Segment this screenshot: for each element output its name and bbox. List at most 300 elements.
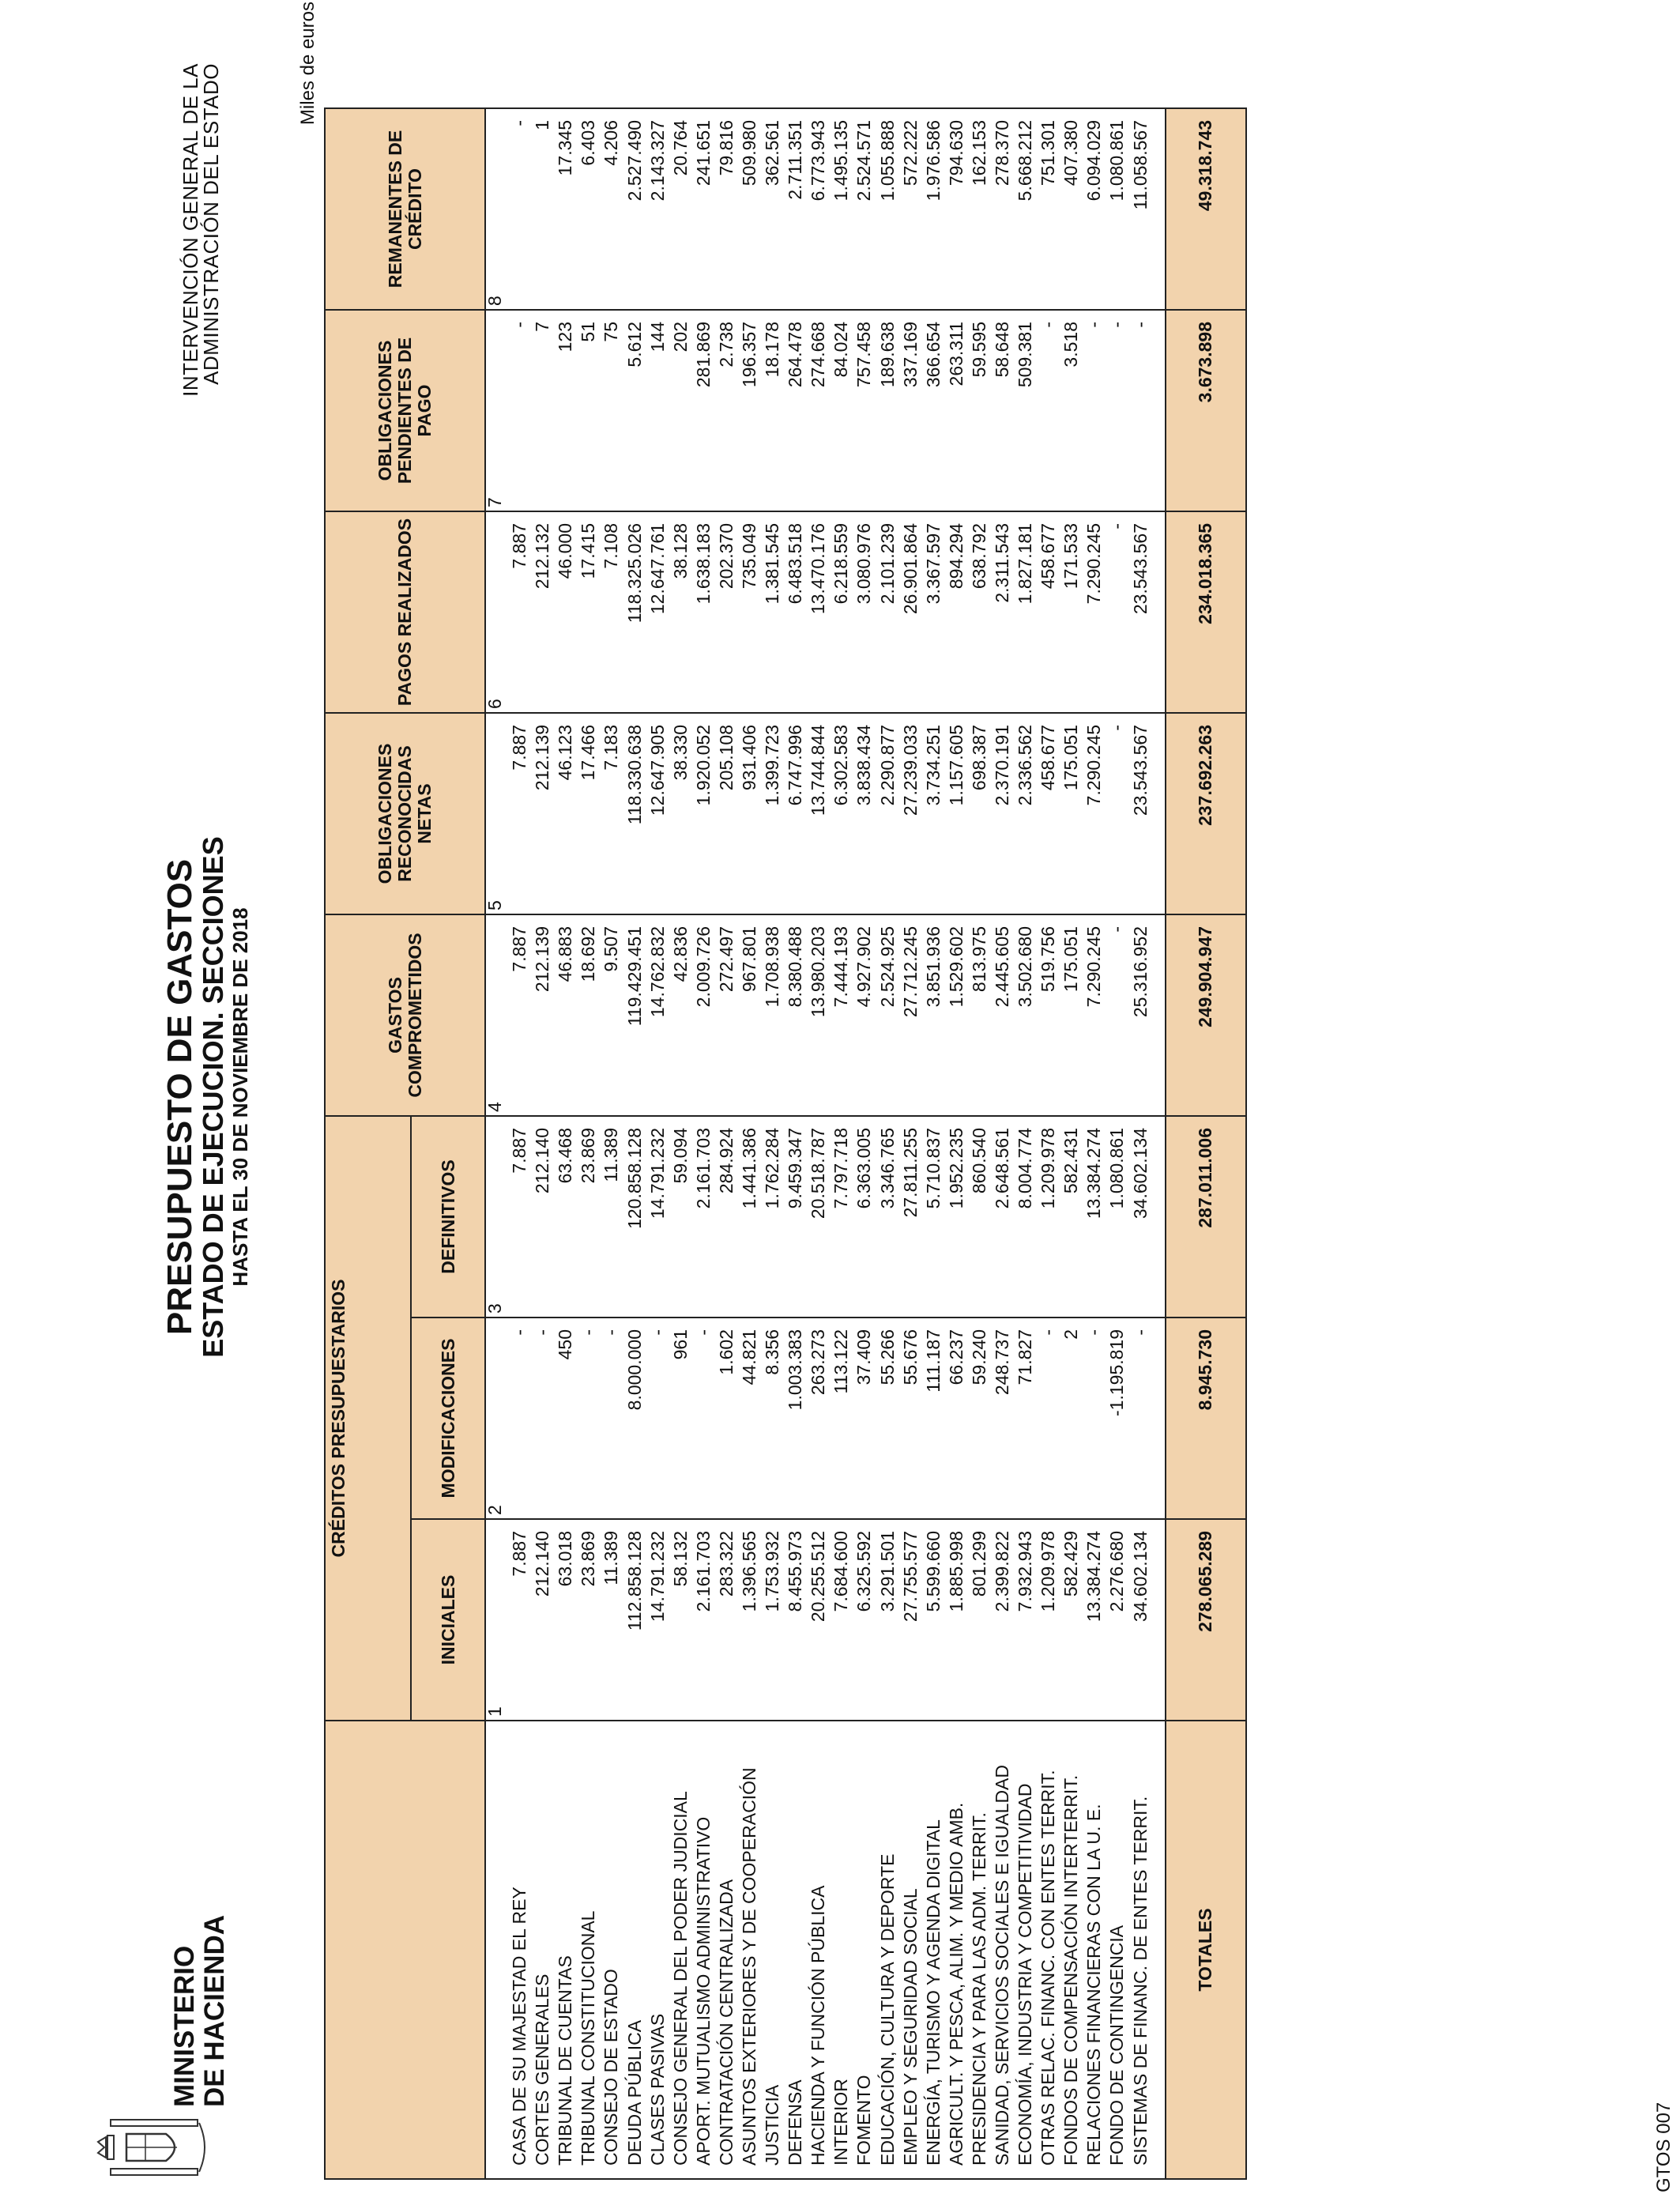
report-title: PRESUPUESTO DE GASTOS <box>160 858 199 1336</box>
value-cell: 12.647.761 <box>646 511 669 713</box>
total-cell: 249.904.947 <box>1166 914 1246 1116</box>
col-header-2: MODIFICACIONES <box>411 1318 485 1519</box>
value-cell: 509.980 <box>738 108 761 310</box>
value-cell: 794.630 <box>945 108 968 310</box>
value-cell: 120.858.128 <box>623 1116 646 1318</box>
spacer-cell <box>1152 914 1166 1116</box>
value-cell: 4.927.902 <box>853 914 876 1116</box>
section-name-cell: JUSTICIA <box>761 1721 784 2179</box>
section-name-cell: FONDOS DE COMPENSACIÓN INTERTERRIT. <box>1060 1721 1083 2179</box>
value-cell: 79.816 <box>715 108 738 310</box>
value-cell: 55.676 <box>899 1318 922 1519</box>
table-row <box>600 108 623 2179</box>
totals-label: TOTALES <box>1166 1721 1246 2179</box>
value-cell: - <box>1106 511 1128 713</box>
value-cell: 63.018 <box>554 1519 577 1721</box>
spacer-cell <box>1152 310 1166 511</box>
table-row <box>508 108 531 2179</box>
value-cell: 1.396.565 <box>738 1519 761 1721</box>
section-name-cell: CASA DE SU MAJESTAD EL REY <box>508 1721 531 2179</box>
value-cell: 7.887 <box>508 511 531 713</box>
value-cell: 2.445.605 <box>991 914 1014 1116</box>
total-cell: 49.318.743 <box>1166 108 1246 310</box>
value-cell: - <box>1106 310 1128 511</box>
value-cell: 8.004.774 <box>1014 1116 1037 1318</box>
value-cell: 55.266 <box>876 1318 899 1519</box>
value-cell: 2.311.543 <box>991 511 1014 713</box>
value-cell: 458.677 <box>1037 713 1060 914</box>
value-cell: 1.708.938 <box>761 914 784 1116</box>
value-cell: - <box>692 1318 715 1519</box>
ministry-line2: DE HACIENDA <box>199 1914 230 2107</box>
value-cell: 7.887 <box>508 1116 531 1318</box>
value-cell: 37.409 <box>853 1318 876 1519</box>
value-cell: - <box>1106 713 1128 914</box>
value-cell: 7 <box>531 310 554 511</box>
table-row <box>577 108 600 2179</box>
value-cell: 362.561 <box>761 108 784 310</box>
units-label: Miles de euros <box>297 2 318 126</box>
value-cell: 44.821 <box>738 1318 761 1519</box>
budget-execution-table <box>324 107 1247 2180</box>
value-cell: 14.762.832 <box>646 914 669 1116</box>
table-row <box>1060 108 1083 2179</box>
value-cell: 7.684.600 <box>830 1519 853 1721</box>
value-cell: 1.920.052 <box>692 713 715 914</box>
spacer-cell <box>1152 1721 1166 2179</box>
section-name-cell: RELACIONES FINANCIERAS CON LA U. E. <box>1083 1721 1106 2179</box>
value-cell: 3.518 <box>1060 310 1083 511</box>
value-cell: 8.356 <box>761 1318 784 1519</box>
report-date: HASTA EL 30 DE NOVIEMBRE DE 2018 <box>228 907 252 1287</box>
value-cell: 23.869 <box>577 1116 600 1318</box>
table-row <box>1037 108 1060 2179</box>
value-cell: 13.980.203 <box>807 914 830 1116</box>
value-cell: 7.887 <box>508 1519 531 1721</box>
value-cell: 1.638.183 <box>692 511 715 713</box>
value-cell: 5.710.837 <box>922 1116 945 1318</box>
table-row <box>738 108 761 2179</box>
spacer-cell <box>1152 1318 1166 1519</box>
table-row <box>1106 108 1128 2179</box>
value-cell: 458.677 <box>1037 511 1060 713</box>
value-cell: 1.762.284 <box>761 1116 784 1318</box>
value-cell: 212.139 <box>531 914 554 1116</box>
value-cell: 2.648.561 <box>991 1116 1014 1318</box>
section-name-cell: AGRICULT. Y PESCA, ALIM. Y MEDIO AMB. <box>945 1721 968 2179</box>
section-name-cell: CONSEJO DE ESTADO <box>600 1721 623 2179</box>
value-cell: 1.055.888 <box>876 108 899 310</box>
value-cell: 175.051 <box>1060 914 1083 1116</box>
value-cell: 8.380.488 <box>784 914 807 1116</box>
value-cell: 46.123 <box>554 713 577 914</box>
table-row <box>830 108 853 2179</box>
value-cell: 7.183 <box>600 713 623 914</box>
value-cell: 11.058.567 <box>1129 108 1152 310</box>
value-cell: 2.009.726 <box>692 914 715 1116</box>
value-cell: 1.602 <box>715 1318 738 1519</box>
value-cell: 2 <box>1060 1318 1083 1519</box>
table-row <box>968 108 991 2179</box>
table-row <box>692 108 715 2179</box>
value-cell: 7.290.245 <box>1083 713 1106 914</box>
value-cell: 27.712.245 <box>899 914 922 1116</box>
value-cell: 1.885.998 <box>945 1519 968 1721</box>
value-cell: 263.273 <box>807 1318 830 1519</box>
value-cell: 27.239.033 <box>899 713 922 914</box>
total-cell: 287.011.006 <box>1166 1116 1246 1318</box>
value-cell: 13.744.844 <box>807 713 830 914</box>
value-cell: 1.441.386 <box>738 1116 761 1318</box>
table-body <box>485 108 1166 2179</box>
value-cell: 13.384.274 <box>1083 1519 1106 1721</box>
value-cell: 46.883 <box>554 914 577 1116</box>
value-cell: 175.051 <box>1060 713 1083 914</box>
total-cell: 237.692.263 <box>1166 713 1246 914</box>
section-name-cell: PRESIDENCIA Y PARA LAS ADM. TERRIT. <box>968 1721 991 2179</box>
column-number: 3 <box>485 1116 508 1318</box>
total-cell: 234.018.365 <box>1166 511 1246 713</box>
value-cell: 38.330 <box>669 713 692 914</box>
column-number-blank <box>485 1721 508 2179</box>
value-cell: 4.206 <box>600 108 623 310</box>
value-cell: 582.431 <box>1060 1116 1083 1318</box>
value-cell: 801.299 <box>968 1519 991 1721</box>
section-name-cell: CONSEJO GENERAL DEL PODER JUDICIAL <box>669 1721 692 2179</box>
table-row <box>646 108 669 2179</box>
spacer-cell <box>1152 713 1166 914</box>
value-cell: 162.153 <box>968 108 991 310</box>
value-cell: 118.325.026 <box>623 511 646 713</box>
ministry-line1: MINISTERIO <box>169 1945 200 2107</box>
section-name-cell: SANIDAD, SERVICIOS SOCIALES E IGUALDAD <box>991 1721 1014 2179</box>
value-cell: - <box>1129 1318 1152 1519</box>
value-cell: 34.602.134 <box>1129 1116 1152 1318</box>
value-cell: 3.734.251 <box>922 713 945 914</box>
value-cell: 42.836 <box>669 914 692 1116</box>
value-cell: -1.195.819 <box>1106 1318 1128 1519</box>
value-cell: - <box>508 310 531 511</box>
value-cell: 2.524.571 <box>853 108 876 310</box>
total-cell: 3.673.898 <box>1166 310 1246 511</box>
value-cell: 34.602.134 <box>1129 1519 1152 1721</box>
table-row <box>1083 108 1106 2179</box>
value-cell: 961 <box>669 1318 692 1519</box>
value-cell: 450 <box>554 1318 577 1519</box>
value-cell: 2.336.562 <box>1014 713 1037 914</box>
value-cell: 2.290.877 <box>876 713 899 914</box>
value-cell: 6.218.559 <box>830 511 853 713</box>
value-cell: 75 <box>600 310 623 511</box>
value-cell: 3.080.976 <box>853 511 876 713</box>
value-cell: 519.756 <box>1037 914 1060 1116</box>
totals-row <box>1166 108 1246 2179</box>
column-number: 5 <box>485 713 508 914</box>
spacer-cell <box>1152 1116 1166 1318</box>
table-row <box>715 108 738 2179</box>
table-row <box>945 108 968 2179</box>
value-cell: 5.599.660 <box>922 1519 945 1721</box>
value-cell: 20.764 <box>669 108 692 310</box>
value-cell: 284.924 <box>715 1116 738 1318</box>
value-cell: 3.502.680 <box>1014 914 1037 1116</box>
value-cell: 2.527.490 <box>623 108 646 310</box>
value-cell: 698.387 <box>968 713 991 914</box>
value-cell: 7.290.245 <box>1083 511 1106 713</box>
value-cell: 212.140 <box>531 1116 554 1318</box>
value-cell: 12.647.905 <box>646 713 669 914</box>
spacer-cell <box>1152 1519 1166 1721</box>
section-name-cell: APORT. MUTUALISMO ADMINISTRATIVO <box>692 1721 715 2179</box>
value-cell: 274.668 <box>807 310 830 511</box>
table-spacer-row <box>1152 108 1166 2179</box>
value-cell: 212.140 <box>531 1519 554 1721</box>
value-cell: 59.094 <box>669 1116 692 1318</box>
value-cell: - <box>600 1318 623 1519</box>
value-cell: 59.240 <box>968 1318 991 1519</box>
value-cell: - <box>1083 1318 1106 1519</box>
section-name-cell: CONTRATACIÓN CENTRALIZADA <box>715 1721 738 2179</box>
col-header-6: PAGOS REALIZADOS <box>325 511 485 713</box>
table-row <box>922 108 945 2179</box>
value-cell: 27.811.255 <box>899 1116 922 1318</box>
value-cell: 71.827 <box>1014 1318 1037 1519</box>
value-cell: 13.384.274 <box>1083 1116 1106 1318</box>
section-name-cell: TRIBUNAL DE CUENTAS <box>554 1721 577 2179</box>
value-cell: 144 <box>646 310 669 511</box>
section-name-cell: SISTEMAS DE FINANC. DE ENTES TERRIT. <box>1129 1721 1152 2179</box>
section-name-cell: CORTES GENERALES <box>531 1721 554 2179</box>
value-cell: 23.543.567 <box>1129 713 1152 914</box>
value-cell: 2.161.703 <box>692 1116 715 1318</box>
value-cell: 813.975 <box>968 914 991 1116</box>
value-cell: 38.128 <box>669 511 692 713</box>
value-cell: 3.291.501 <box>876 1519 899 1721</box>
organization-label <box>180 63 221 397</box>
value-cell: 111.187 <box>922 1318 945 1519</box>
total-cell: 278.065.289 <box>1166 1519 1246 1721</box>
value-cell: 894.294 <box>945 511 968 713</box>
value-cell: 337.169 <box>899 310 922 511</box>
value-cell: 1.976.586 <box>922 108 945 310</box>
value-cell: 51 <box>577 310 600 511</box>
value-cell: 9.459.347 <box>784 1116 807 1318</box>
value-cell: 1.209.978 <box>1037 1519 1060 1721</box>
value-cell: 59.595 <box>968 310 991 511</box>
table-row <box>623 108 646 2179</box>
value-cell: 248.737 <box>991 1318 1014 1519</box>
org-line2: ADMINISTRACIÓN DEL ESTADO <box>199 63 223 385</box>
value-cell: 13.470.176 <box>807 511 830 713</box>
col-header-8: REMANENTES DE CRÉDITO <box>325 108 485 310</box>
value-cell: 6.747.996 <box>784 713 807 914</box>
form-code: GTOS 007 <box>1653 2102 1674 2192</box>
value-cell: - <box>508 108 531 310</box>
value-cell: 171.533 <box>1060 511 1083 713</box>
value-cell: - <box>1037 1318 1060 1519</box>
value-cell: 58.132 <box>669 1519 692 1721</box>
value-cell: 84.024 <box>830 310 853 511</box>
value-cell: 7.444.193 <box>830 914 853 1116</box>
value-cell: - <box>1037 310 1060 511</box>
value-cell: 1.827.181 <box>1014 511 1037 713</box>
section-name-cell: EMPLEO Y SEGURIDAD SOCIAL <box>899 1721 922 2179</box>
value-cell: 18.178 <box>761 310 784 511</box>
value-cell: - <box>1129 310 1152 511</box>
section-name-cell: INTERIOR <box>830 1721 853 2179</box>
table-row <box>761 108 784 2179</box>
value-cell: 366.654 <box>922 310 945 511</box>
value-cell: 23.869 <box>577 1519 600 1721</box>
value-cell: 2.161.703 <box>692 1519 715 1721</box>
value-cell: 5.668.212 <box>1014 108 1037 310</box>
value-cell: 1.080.861 <box>1106 108 1128 310</box>
value-cell: 11.389 <box>600 1519 623 1721</box>
value-cell: 8.455.973 <box>784 1519 807 1721</box>
org-line1: INTERVENCIÓN GENERAL DE LA <box>179 63 202 397</box>
value-cell: 14.791.232 <box>646 1519 669 1721</box>
value-cell: 14.791.232 <box>646 1116 669 1318</box>
value-cell: 2.738 <box>715 310 738 511</box>
value-cell: 241.651 <box>692 108 715 310</box>
value-cell: 123 <box>554 310 577 511</box>
section-name-cell: ECONOMÍA, INDUSTRIA Y COMPETITIVIDAD <box>1014 1721 1037 2179</box>
value-cell: 1.753.932 <box>761 1519 784 1721</box>
value-cell: 735.049 <box>738 511 761 713</box>
value-cell: 112.858.128 <box>623 1519 646 1721</box>
value-cell: 7.290.245 <box>1083 914 1106 1116</box>
value-cell: - <box>531 1318 554 1519</box>
value-cell: 1.157.605 <box>945 713 968 914</box>
spacer-cell <box>1152 511 1166 713</box>
table-row <box>853 108 876 2179</box>
table-row <box>807 108 830 2179</box>
value-cell: 11.389 <box>600 1116 623 1318</box>
value-cell: 509.381 <box>1014 310 1037 511</box>
value-cell: 212.139 <box>531 713 554 914</box>
value-cell: 17.345 <box>554 108 577 310</box>
table-row <box>1014 108 1037 2179</box>
table-row <box>1129 108 1152 2179</box>
value-cell: 7.887 <box>508 914 531 1116</box>
section-name-cell: DEFENSA <box>784 1721 807 2179</box>
table-row <box>554 108 577 2179</box>
value-cell: 7.932.943 <box>1014 1519 1037 1721</box>
value-cell: 1.495.135 <box>830 108 853 310</box>
spacer-cell <box>1152 108 1166 310</box>
value-cell: - <box>577 1318 600 1519</box>
section-name-cell: FONDO DE CONTINGENCIA <box>1106 1721 1128 2179</box>
value-cell: 6.325.592 <box>853 1519 876 1721</box>
table-row <box>669 108 692 2179</box>
value-cell: 2.101.239 <box>876 511 899 713</box>
column-number: 1 <box>485 1519 508 1721</box>
section-name-cell: FOMENTO <box>853 1721 876 2179</box>
value-cell: 283.322 <box>715 1519 738 1721</box>
value-cell: 18.692 <box>577 914 600 1116</box>
value-cell: 1.381.545 <box>761 511 784 713</box>
value-cell: 2.711.351 <box>784 108 807 310</box>
value-cell: 205.108 <box>715 713 738 914</box>
value-cell: 2.370.191 <box>991 713 1014 914</box>
value-cell: 860.540 <box>968 1116 991 1318</box>
value-cell: - <box>1106 914 1128 1116</box>
value-cell: 638.792 <box>968 511 991 713</box>
value-cell: 212.132 <box>531 511 554 713</box>
column-number-row <box>485 108 508 2179</box>
value-cell: 264.478 <box>784 310 807 511</box>
col-header-1: INICIALES <box>411 1519 485 1721</box>
column-number: 2 <box>485 1318 508 1519</box>
value-cell: 6.483.518 <box>784 511 807 713</box>
value-cell: 1 <box>531 108 554 310</box>
value-cell: - <box>646 1318 669 1519</box>
section-name-cell: ENERGÍA, TURISMO Y AGENDA DIGITAL <box>922 1721 945 2179</box>
column-number: 7 <box>485 310 508 511</box>
section-name-cell: HACIENDA Y FUNCIÓN PÚBLICA <box>807 1721 830 2179</box>
value-cell: 20.255.512 <box>807 1519 830 1721</box>
value-cell: 757.458 <box>853 310 876 511</box>
table-row <box>876 108 899 2179</box>
value-cell: 9.507 <box>600 914 623 1116</box>
value-cell: 3.367.597 <box>922 511 945 713</box>
value-cell: 26.901.864 <box>899 511 922 713</box>
value-cell: 1.399.723 <box>761 713 784 914</box>
report-subtitle: ESTADO DE EJECUCION. SECCIONES <box>197 836 229 1358</box>
value-cell: 2.276.680 <box>1106 1519 1128 1721</box>
value-cell: 23.543.567 <box>1129 511 1152 713</box>
value-cell: 407.380 <box>1060 108 1083 310</box>
value-cell: 25.316.952 <box>1129 914 1152 1116</box>
value-cell: 967.801 <box>738 914 761 1116</box>
section-column-header <box>325 1721 485 2179</box>
value-cell: 6.302.583 <box>830 713 853 914</box>
value-cell: 2.524.925 <box>876 914 899 1116</box>
value-cell: 63.468 <box>554 1116 577 1318</box>
value-cell: 202 <box>669 310 692 511</box>
section-name-cell: TRIBUNAL CONSTITUCIONAL <box>577 1721 600 2179</box>
value-cell: 751.301 <box>1037 108 1060 310</box>
value-cell: 3.838.434 <box>853 713 876 914</box>
table-row <box>531 108 554 2179</box>
value-cell: 3.851.936 <box>922 914 945 1116</box>
value-cell: 1.529.602 <box>945 914 968 1116</box>
value-cell: 2.143.327 <box>646 108 669 310</box>
value-cell: 196.357 <box>738 310 761 511</box>
value-cell: 1.080.861 <box>1106 1116 1128 1318</box>
value-cell: 1.003.383 <box>784 1318 807 1519</box>
creditos-group-header: CRÉDITOS PRESUPUESTARIOS <box>325 1116 411 1721</box>
table-row <box>899 108 922 2179</box>
value-cell: 582.429 <box>1060 1519 1083 1721</box>
section-name-cell: ASUNTOS EXTERIORES Y DE COOPERACIÓN <box>738 1721 761 2179</box>
value-cell: 1.209.978 <box>1037 1116 1060 1318</box>
col-header-4: GASTOS COMPROMETIDOS <box>325 914 485 1116</box>
column-number: 8 <box>485 108 508 310</box>
value-cell: 66.237 <box>945 1318 968 1519</box>
value-cell: 27.755.577 <box>899 1519 922 1721</box>
value-cell: - <box>1083 310 1106 511</box>
value-cell: 113.122 <box>830 1318 853 1519</box>
value-cell: 7.108 <box>600 511 623 713</box>
value-cell: 118.330.638 <box>623 713 646 914</box>
table-row <box>991 108 1014 2179</box>
value-cell: 7.887 <box>508 713 531 914</box>
value-cell: 272.497 <box>715 914 738 1116</box>
column-number: 4 <box>485 914 508 1116</box>
value-cell: 2.399.822 <box>991 1519 1014 1721</box>
table-row <box>784 108 807 2179</box>
